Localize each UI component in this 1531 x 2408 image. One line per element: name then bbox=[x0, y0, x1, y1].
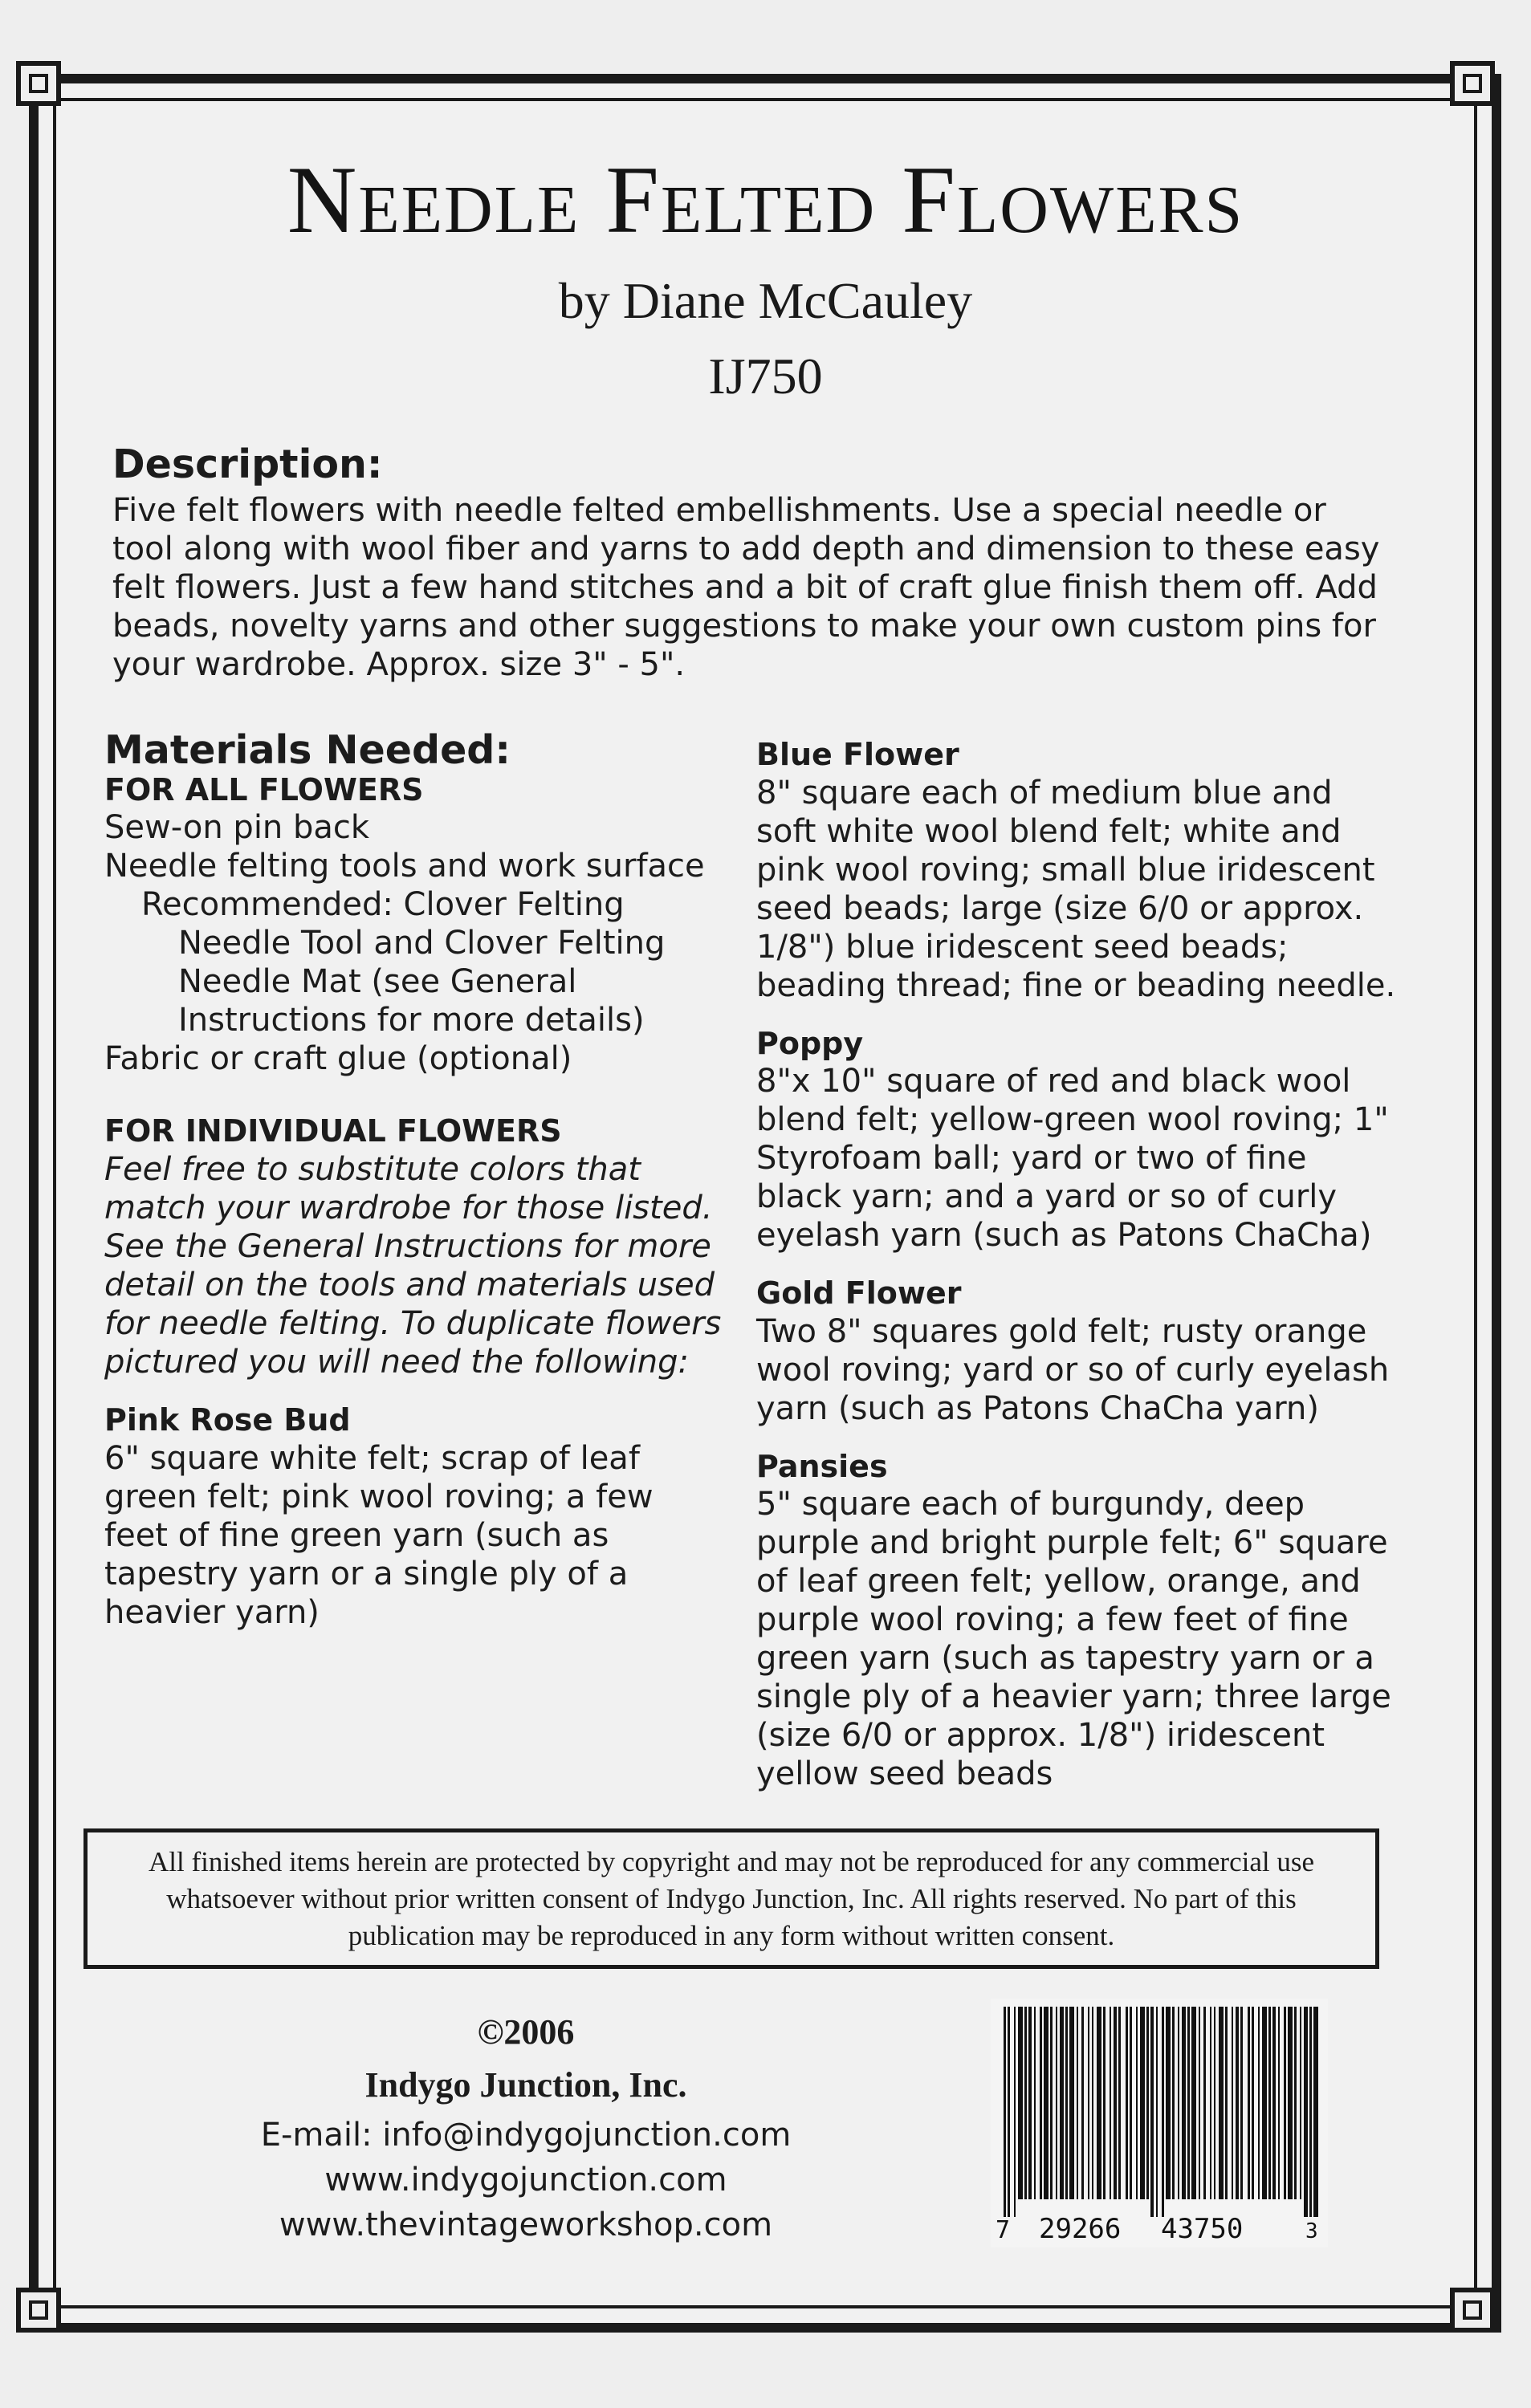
barcode-bar bbox=[1166, 2007, 1171, 2199]
barcode-bar bbox=[1097, 2007, 1101, 2199]
barcode-bar bbox=[1034, 2007, 1036, 2199]
material-line: Fabric or craft glue (optional) bbox=[104, 1040, 572, 1078]
barcode-bar bbox=[1040, 2007, 1042, 2199]
barcode-bar bbox=[1092, 2007, 1093, 2199]
flower-pansies bbox=[756, 1449, 1399, 1794]
flower-materials: 5" square each of burgundy, deep purple and bright purple felt; 6" square of leaf green felt; yellow, orange, and purple wool roving; a few feet of fine green yarn (such as tapestry yarn or a single ply of a heavier yarn; three large (size 6/0 or approx. 1/8") iridescent yellow seed beads bbox=[756, 1486, 1391, 1793]
barcode-bar bbox=[1284, 2007, 1286, 2199]
barcode-bar bbox=[1268, 2007, 1271, 2199]
barcode-bar bbox=[1288, 2007, 1293, 2199]
barcode-bar bbox=[1110, 2007, 1111, 2199]
barcode-bar bbox=[1136, 2007, 1138, 2199]
copyright-notice bbox=[83, 1828, 1379, 1969]
barcode-digit-lead: 7 bbox=[996, 2216, 1011, 2244]
barcode-bar bbox=[1294, 2007, 1297, 2199]
barcode-bar bbox=[1252, 2007, 1254, 2199]
barcode-bar bbox=[1258, 2007, 1260, 2199]
flower-name: Pink Rose Bud bbox=[104, 1402, 351, 1438]
barcode-bar bbox=[1024, 2007, 1027, 2199]
barcode-bar bbox=[1214, 2007, 1215, 2199]
barcode-bar bbox=[1081, 2007, 1084, 2199]
all-flowers-heading: FOR ALL FLOWERS bbox=[104, 771, 424, 807]
barcode-bar bbox=[1191, 2007, 1196, 2199]
barcode-bar bbox=[1240, 2007, 1243, 2199]
flower-materials: 8" square each of medium blue and soft white wool blend felt; white and pink wool roving; small blue iridescent seed beads; large (size 6/0 or approx. 1/8") blue iridescent seed beads; beading thread; fine or beading needle. bbox=[756, 774, 1396, 1004]
barcode-bar bbox=[1056, 2007, 1057, 2199]
barcode-bar bbox=[1014, 2007, 1016, 2217]
materials-right-column bbox=[756, 737, 1399, 1814]
barcode-bar bbox=[1272, 2007, 1276, 2199]
barcode-bar bbox=[1162, 2007, 1164, 2217]
barcode-bar bbox=[1077, 2007, 1078, 2199]
copyright-notice-text: All finished items herein are protected by copyright and may not be reproduced for any commercial use whatsoever without prior written consent of Indygo Junction, Inc. All rights reserved. No part of this publication may be reproduced in any form without written consent. bbox=[149, 1845, 1314, 1951]
barcode-bar bbox=[1060, 2007, 1064, 2199]
barcode-bar bbox=[1262, 2007, 1267, 2199]
description-heading: Description: bbox=[112, 441, 383, 487]
corner-ornament-top-left bbox=[16, 61, 61, 106]
corner-ornament-bottom-right bbox=[1450, 2288, 1495, 2333]
barcode-bar bbox=[1114, 2007, 1117, 2199]
material-line: Sew-on pin back bbox=[104, 809, 370, 847]
flower-name: Gold Flower bbox=[756, 1275, 962, 1312]
barcode-bar bbox=[1236, 2007, 1239, 2199]
individual-flowers-section bbox=[104, 1113, 723, 1381]
pattern-code: IJ750 bbox=[708, 348, 823, 405]
barcode-bar bbox=[1069, 2007, 1074, 2199]
material-line: Needle felting tools and work surface bbox=[104, 848, 705, 885]
barcode-bar bbox=[1126, 2007, 1128, 2199]
barcode-digits-left: 29266 bbox=[1039, 2213, 1122, 2245]
barcode-digit-check: 3 bbox=[1305, 2219, 1318, 2243]
barcode-bar bbox=[1199, 2007, 1200, 2199]
flower-gold-flower bbox=[756, 1275, 1399, 1428]
barcode-bar bbox=[1146, 2007, 1149, 2199]
flower-poppy bbox=[756, 1026, 1399, 1255]
barcode-bar bbox=[1203, 2007, 1206, 2199]
barcode-bar bbox=[1150, 2007, 1154, 2217]
barcode-bar bbox=[1182, 2007, 1186, 2199]
barcode-bar bbox=[1004, 2007, 1006, 2217]
barcode bbox=[991, 1999, 1328, 2247]
barcode-bar bbox=[1304, 2007, 1308, 2217]
barcode-bar bbox=[1232, 2007, 1233, 2199]
barcode-bar bbox=[1210, 2007, 1211, 2199]
publisher-website-secondary: www.thevintageworkshop.com bbox=[279, 2207, 773, 2243]
barcode-bar bbox=[1050, 2007, 1053, 2199]
barcode-digits-right: 43750 bbox=[1161, 2213, 1244, 2245]
flower-name: Pansies bbox=[756, 1448, 888, 1484]
barcode-bar bbox=[1225, 2007, 1228, 2199]
author-byline: by Diane McCauley bbox=[558, 272, 973, 329]
barcode-bar bbox=[1088, 2007, 1089, 2199]
flower-blue-flower bbox=[756, 737, 1399, 1005]
flower-materials: 6" square white felt; scrap of leaf green felt; pink wool roving; a few feet of fine green yarn (such as tapestry yarn or a single ply of a heavier yarn) bbox=[104, 1439, 654, 1631]
barcode-bar bbox=[1130, 2007, 1132, 2199]
flower-name: Poppy bbox=[756, 1025, 864, 1061]
publisher-name: Indygo Junction, Inc. bbox=[364, 2065, 687, 2105]
material-line: Instructions for more details) bbox=[178, 1002, 645, 1039]
individual-flowers-note: Feel free to substitute colors that match your wardrobe for those listed. See the General Instructions for more detail on the tools and materials used for needle felting. To duplicate flowers pictured you will need the following: bbox=[104, 1151, 722, 1381]
barcode-bar bbox=[1118, 2007, 1121, 2199]
barcode-bar bbox=[1178, 2007, 1179, 2199]
corner-ornament-top-right bbox=[1450, 61, 1495, 106]
material-line: Needle Mat (see General bbox=[178, 963, 577, 1001]
barcode-bar bbox=[1103, 2007, 1105, 2199]
publisher-email: E-mail: info@indygojunction.com bbox=[260, 2117, 792, 2154]
material-line: Needle Tool and Clover Felting bbox=[178, 925, 666, 962]
barcode-bar bbox=[1008, 2007, 1010, 2217]
barcode-bar bbox=[1172, 2007, 1175, 2199]
barcode-bar bbox=[1278, 2007, 1280, 2199]
corner-ornament-bottom-left bbox=[16, 2288, 61, 2333]
description-text: Five felt flowers with needle felted embellishments. Use a special needle or tool along with wool fiber and yarns to add depth and dimension to these easy felt flowers. Just a few hand stitches and a bit of craft glue finish them off. Add beads, novelty yarns and other suggestions to make your own custom pins for your wardrobe. Approx. size 3" - 5". bbox=[112, 492, 1380, 683]
barcode-bar bbox=[1028, 2007, 1032, 2199]
barcode-bar bbox=[1309, 2007, 1312, 2217]
publisher-website: www.indygojunction.com bbox=[324, 2162, 727, 2199]
flower-pink-rose-bud bbox=[104, 1402, 723, 1632]
barcode-bar bbox=[1140, 2007, 1145, 2199]
barcode-bar bbox=[1044, 2007, 1048, 2199]
flower-name: Blue Flower bbox=[756, 737, 959, 772]
barcode-bar bbox=[1248, 2007, 1250, 2199]
flower-materials: 8"x 10" square of red and black wool blend felt; yellow-green wool roving; 1" Styrofoam ball; yard or two of fine black yarn; and a yard or so of curly eyelash yarn (such as Patons ChaCha) bbox=[756, 1063, 1389, 1255]
flower-materials: Two 8" squares gold felt; rusty orange wool roving; yard or so of curly eyelash yarn (such as Patons ChaCha yarn) bbox=[756, 1312, 1390, 1427]
materials-heading: Materials Needed: bbox=[104, 727, 511, 773]
barcode-bar bbox=[1065, 2007, 1068, 2199]
barcode-bar bbox=[1219, 2007, 1224, 2199]
material-line: Recommended: Clover Felting bbox=[141, 886, 625, 924]
materials-left-column bbox=[104, 729, 723, 1653]
copyright-year: ©2006 bbox=[477, 2012, 575, 2052]
barcode-bar bbox=[1156, 2007, 1158, 2217]
publisher-footer bbox=[209, 2007, 843, 2247]
page-title: Needle Felted Flowers bbox=[287, 146, 1244, 253]
barcode-bar bbox=[1313, 2007, 1318, 2217]
barcode-bar bbox=[1300, 2007, 1301, 2199]
all-flowers-section bbox=[104, 772, 723, 1079]
barcode-bar bbox=[1187, 2007, 1190, 2199]
individual-flowers-heading: FOR INDIVIDUAL FLOWERS bbox=[104, 1113, 562, 1149]
barcode-bar bbox=[1018, 2007, 1023, 2199]
